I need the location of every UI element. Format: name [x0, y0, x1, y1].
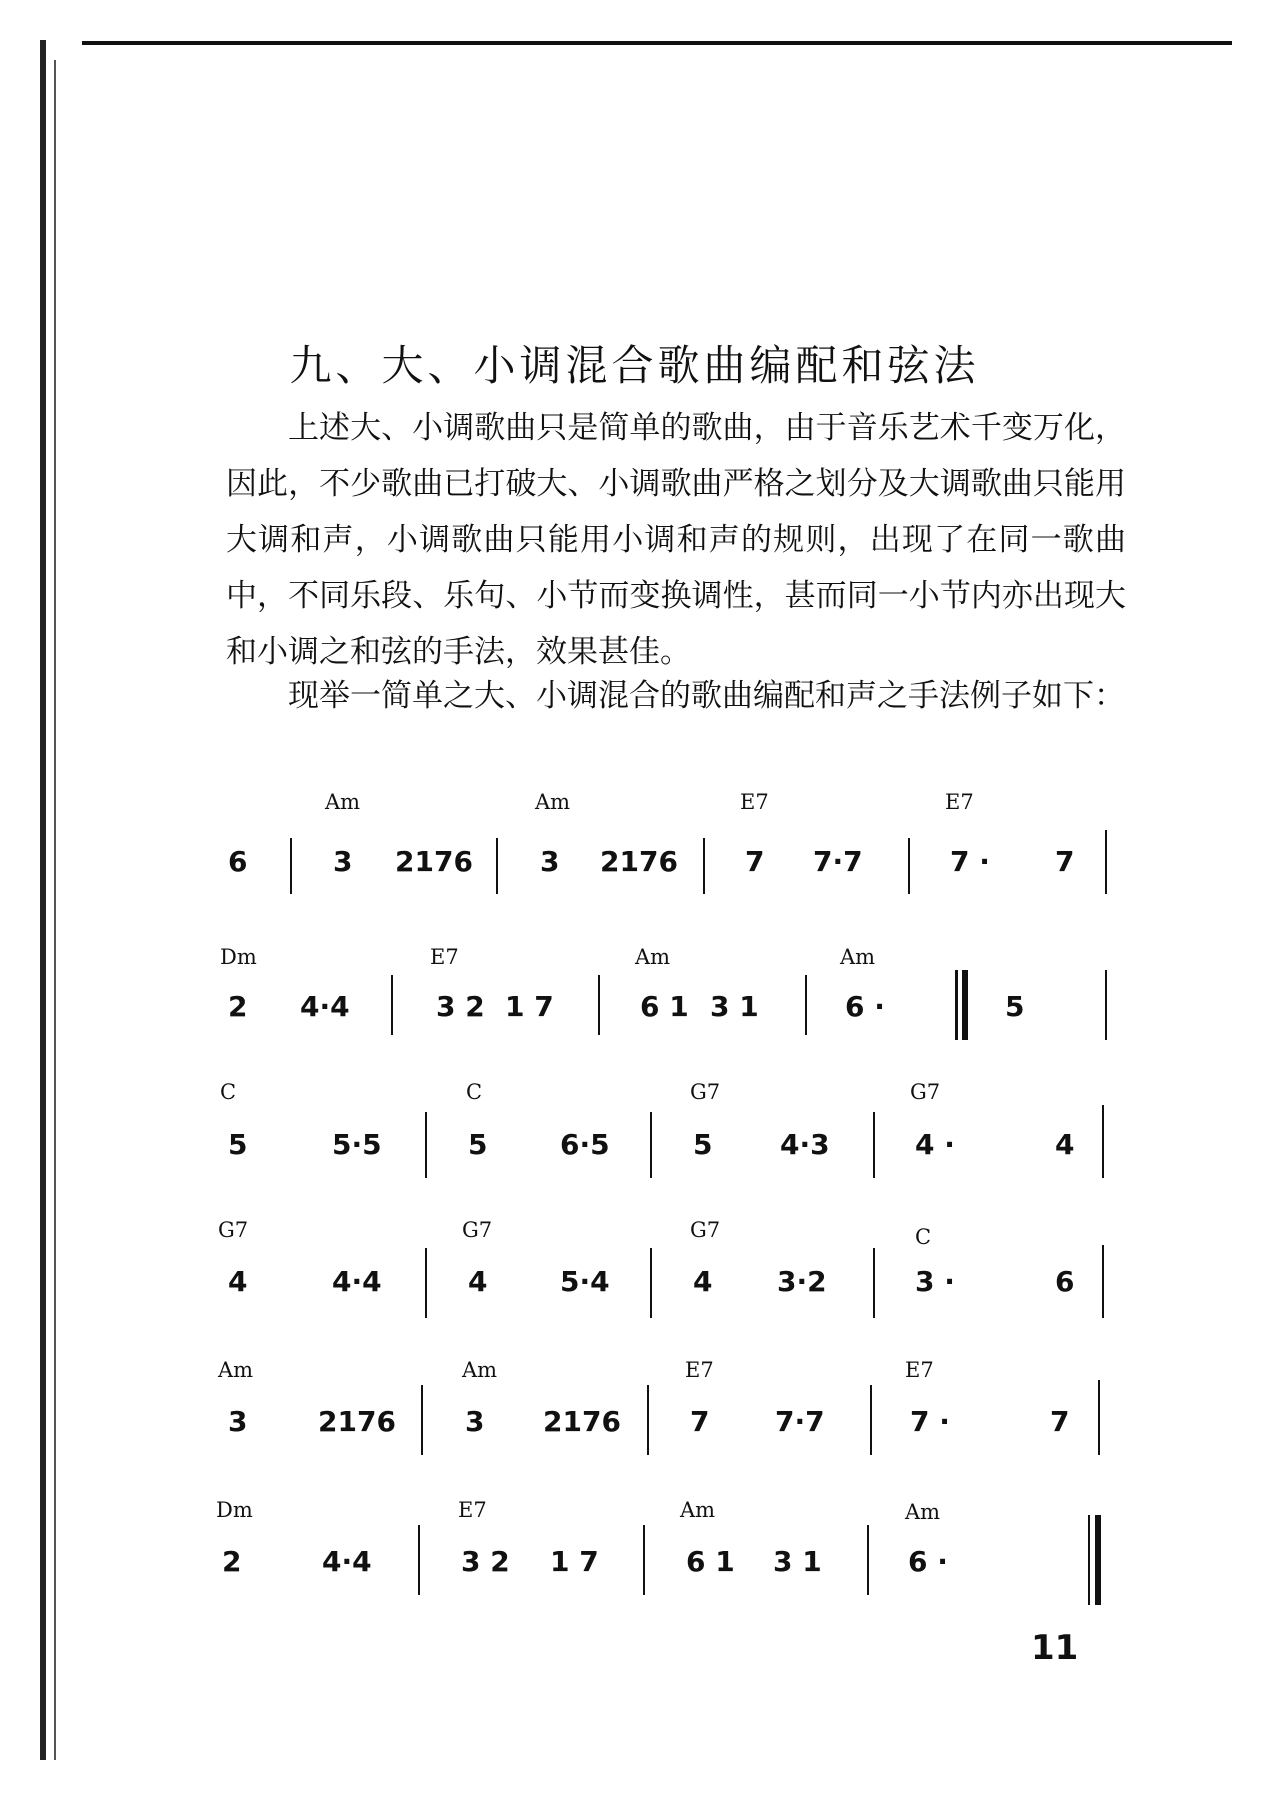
chord-label: C [915, 1225, 932, 1249]
note: 4 [468, 1265, 488, 1298]
note: 5 [228, 1128, 248, 1161]
note: 4 [693, 1265, 713, 1298]
chord-label: G7 [218, 1218, 249, 1242]
bar-line [1105, 830, 1107, 894]
note: 7·7 [813, 845, 863, 878]
note: 7 [690, 1405, 710, 1438]
note: 3 2 [436, 990, 485, 1023]
note: 3 [333, 845, 353, 878]
note: 5·5 [332, 1128, 382, 1161]
bar-line [421, 1385, 423, 1455]
chord-label: G7 [910, 1080, 941, 1104]
chord-label: C [466, 1080, 483, 1104]
final-bar-line [1095, 1515, 1101, 1605]
note: 3 1 [773, 1545, 822, 1578]
bar-line [873, 1248, 875, 1318]
bar-line [496, 838, 498, 894]
section-title: 九、大、小调混合歌曲编配和弦法 [289, 341, 980, 391]
chord-label: Am [535, 790, 571, 814]
chord-label: G7 [690, 1080, 721, 1104]
note: 2176 [543, 1405, 621, 1438]
final-bar-line [1088, 1515, 1090, 1605]
bar-line [290, 838, 292, 894]
chord-label: C [220, 1080, 237, 1104]
note: 3·2 [777, 1265, 827, 1298]
note: 4 [1055, 1128, 1075, 1161]
chord-label: E7 [430, 945, 459, 969]
paragraph-2: 现举一简单之大、小调混合的歌曲编配和声之手法例子如下： [288, 678, 1125, 714]
bar-line [650, 1112, 652, 1178]
chord-label: E7 [685, 1358, 714, 1382]
bar-line [1098, 1380, 1100, 1455]
bar-line [873, 1112, 875, 1178]
bar-line [425, 1112, 427, 1178]
chord-label: E7 [945, 790, 974, 814]
note: 4·4 [322, 1545, 372, 1578]
note: 6 [228, 845, 248, 878]
note: 2176 [318, 1405, 396, 1438]
note: 3 2 [461, 1545, 510, 1578]
bar-line [1105, 970, 1107, 1040]
note: 6 1 [640, 990, 689, 1023]
note: 5 [1005, 990, 1025, 1023]
chord-label: Am [462, 1358, 498, 1382]
note: 6·5 [560, 1128, 610, 1161]
chord-label: Am [218, 1358, 254, 1382]
bar-line [647, 1385, 649, 1455]
bar-line [1102, 1105, 1104, 1178]
note: 2176 [395, 845, 473, 878]
note: 5·4 [560, 1265, 610, 1298]
note: 7 · [910, 1405, 950, 1438]
chord-label: Am [840, 945, 876, 969]
note: 2 [228, 990, 248, 1023]
note: 6 · [908, 1545, 948, 1578]
note: 3 [465, 1405, 485, 1438]
note: 3 1 [710, 990, 759, 1023]
bar-line [425, 1248, 427, 1318]
chord-label: G7 [690, 1218, 721, 1242]
note: 4·3 [780, 1128, 830, 1161]
bar-line [643, 1525, 645, 1595]
chord-label: Am [325, 790, 361, 814]
note: 7 [1050, 1405, 1070, 1438]
note: 5 [468, 1128, 488, 1161]
repeat-bar-line [962, 970, 968, 1040]
bar-line [1102, 1245, 1104, 1318]
page-number: 11 [1031, 1628, 1079, 1668]
note: 2 [222, 1545, 242, 1578]
note: 7 [745, 845, 765, 878]
note: 3 [540, 845, 560, 878]
note: 7 · [950, 845, 990, 878]
chord-label: Dm [220, 945, 257, 969]
note: 4 [228, 1265, 248, 1298]
chord-label: Am [635, 945, 671, 969]
bar-line [391, 975, 393, 1035]
note: 1 7 [550, 1545, 599, 1578]
note: 3 · [915, 1265, 955, 1298]
chord-label: E7 [905, 1358, 934, 1382]
note: 7·7 [775, 1405, 825, 1438]
note: 7 [1055, 845, 1075, 878]
chord-label: Dm [216, 1498, 253, 1522]
note: 1 7 [505, 990, 554, 1023]
chord-label: E7 [458, 1498, 487, 1522]
note: 6 [1055, 1265, 1075, 1298]
chord-label: E7 [740, 790, 769, 814]
chord-label: G7 [462, 1218, 493, 1242]
note: 6 · [845, 990, 885, 1023]
chord-label: Am [905, 1500, 941, 1524]
bar-line [908, 838, 910, 894]
bar-line [805, 975, 807, 1035]
chord-label: Am [680, 1498, 716, 1522]
bar-line [650, 1248, 652, 1318]
bar-line [870, 1385, 872, 1455]
note: 4·4 [300, 990, 350, 1023]
note: 4 · [915, 1128, 955, 1161]
note: 6 1 [686, 1545, 735, 1578]
bar-line [418, 1525, 420, 1595]
bar-line [598, 975, 600, 1035]
note: 4·4 [332, 1265, 382, 1298]
bar-line [867, 1525, 869, 1595]
note: 3 [228, 1405, 248, 1438]
paragraph-1: 上述大、小调歌曲只是简单的歌曲，由于音乐艺术千变万化，因此，不少歌曲已打破大、小调歌曲严格之划分及大调歌曲只能用大调和声，小调歌曲只能用小调和声的规则，出现了在同一歌曲中，不同乐段、乐句、小节而变换调性，甚而同一小节内亦出现大和小调之和弦的手法，效果甚佳。 [226, 410, 1126, 670]
note: 2176 [600, 845, 678, 878]
repeat-bar-line [955, 970, 958, 1040]
bar-line [703, 838, 705, 894]
note: 5 [693, 1128, 713, 1161]
